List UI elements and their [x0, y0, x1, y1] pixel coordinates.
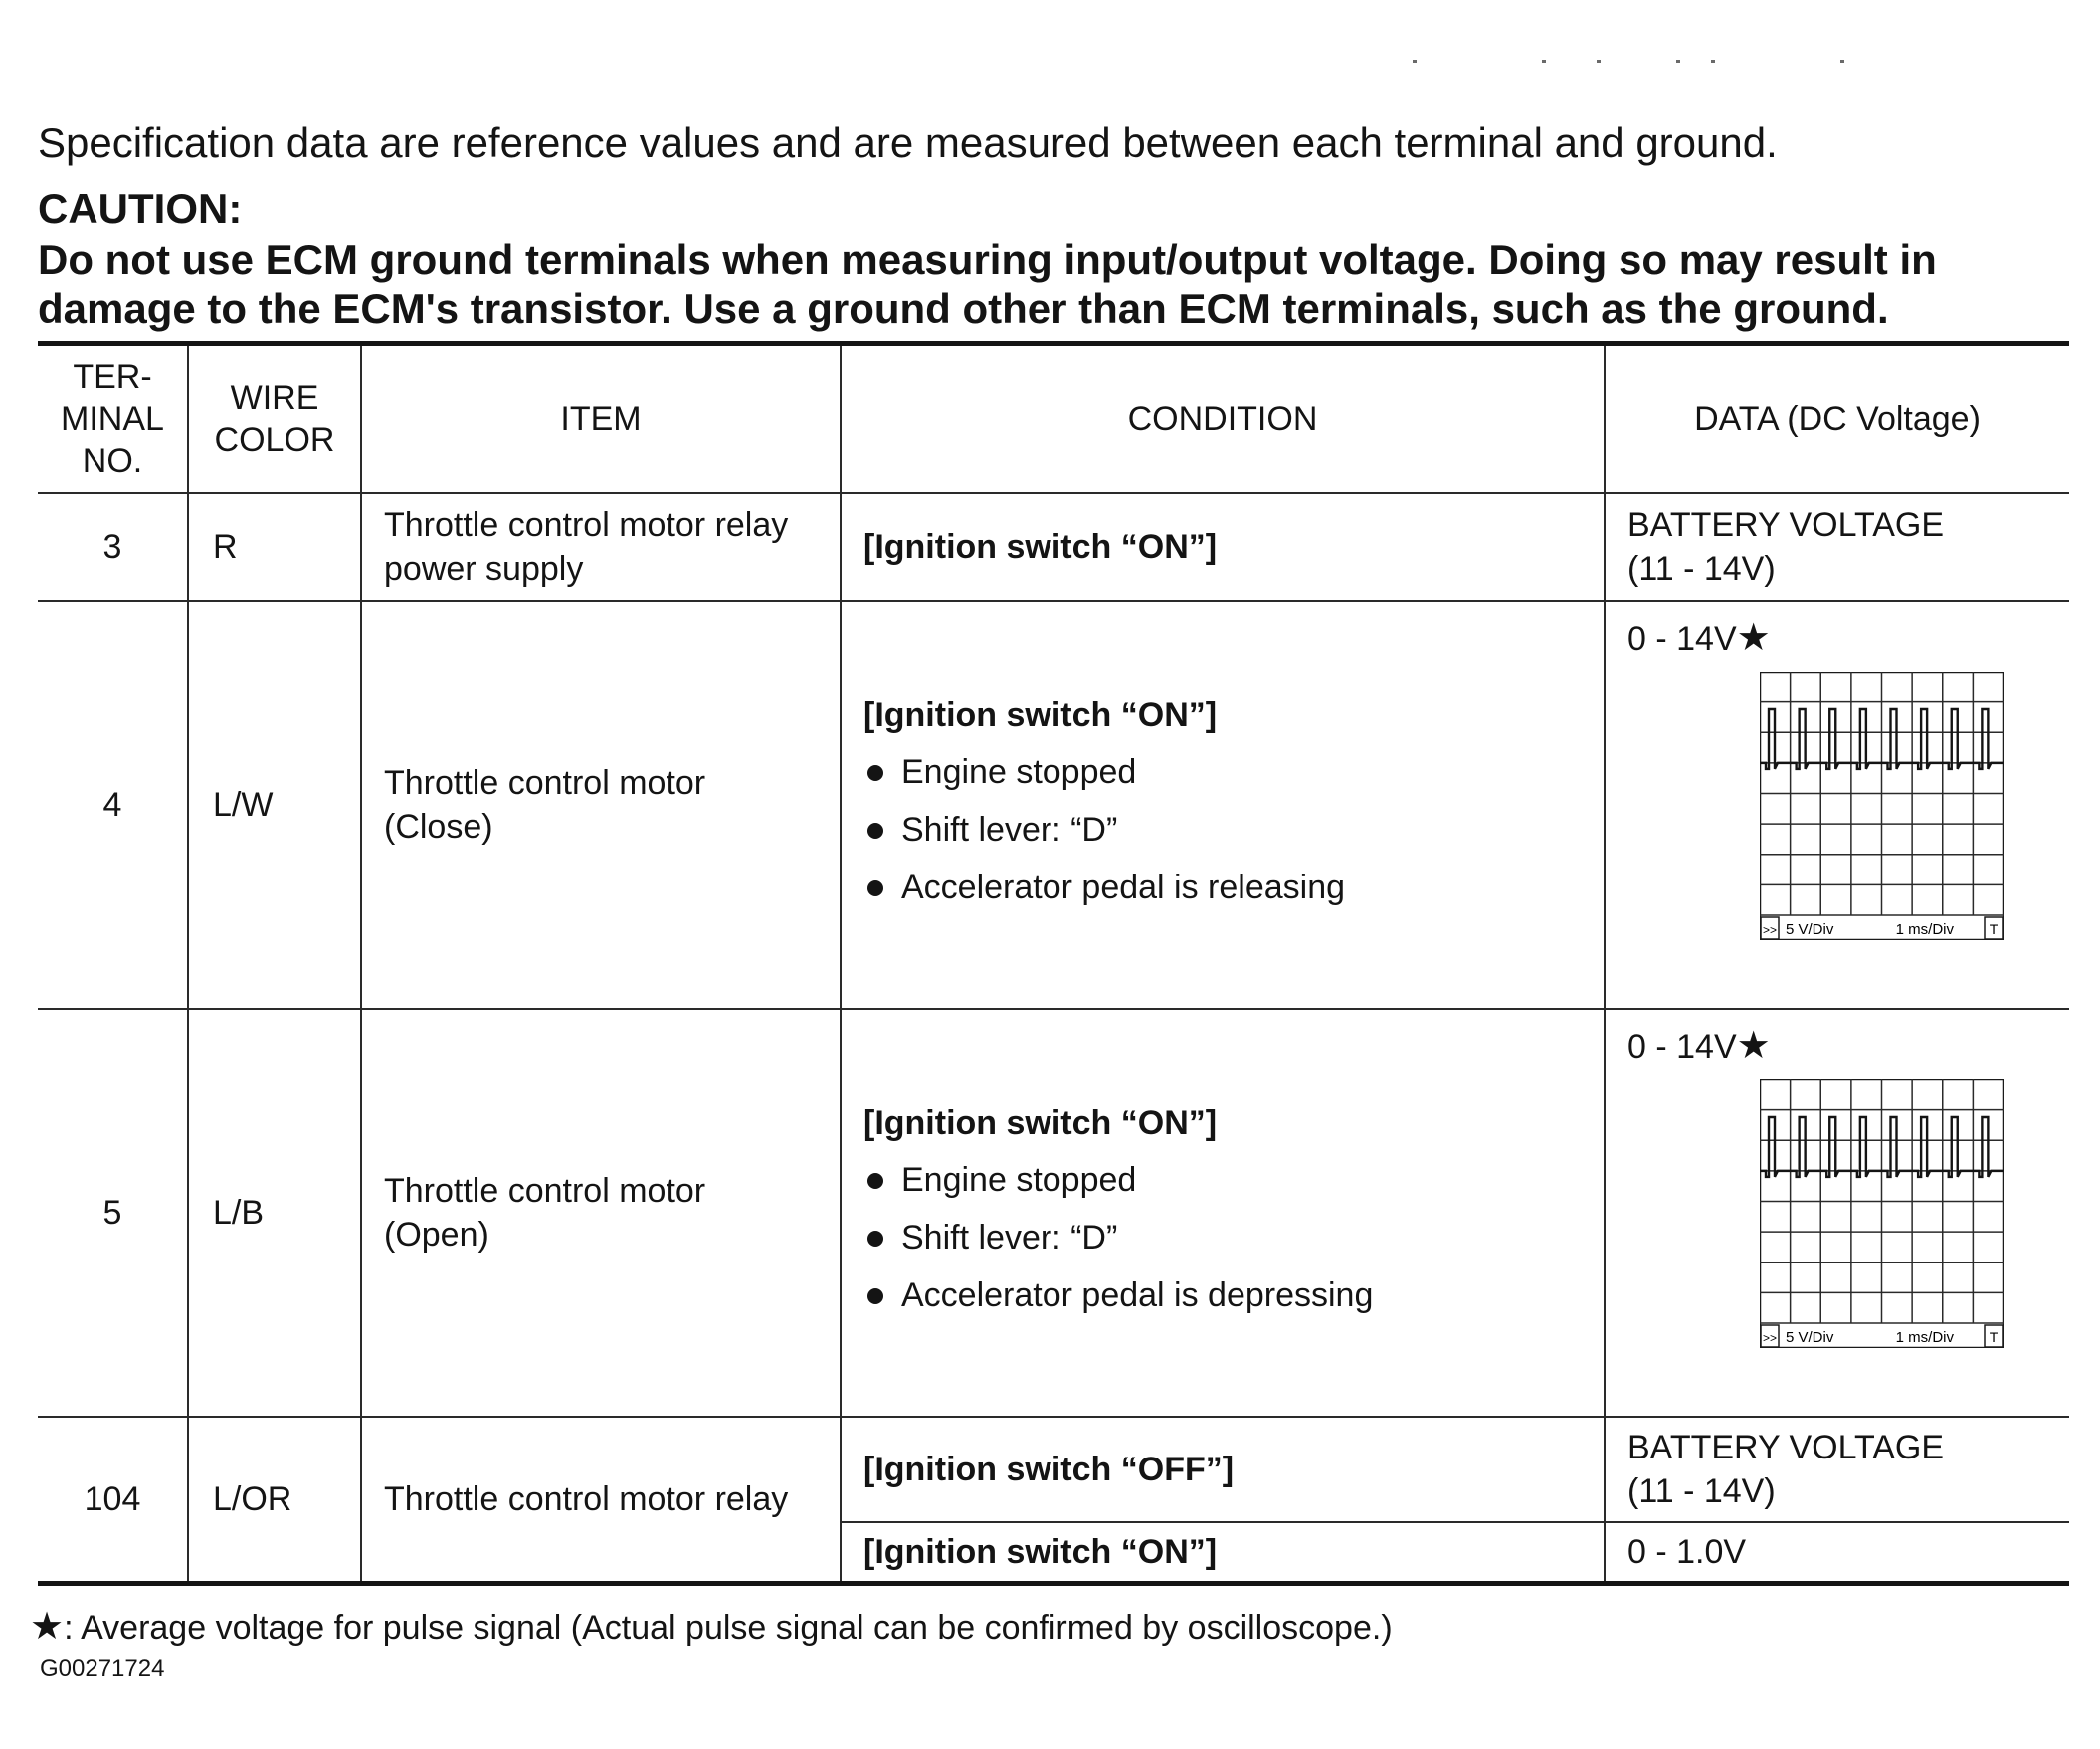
condition-bullet: Engine stopped: [863, 1151, 1582, 1209]
terminal-no: 4: [38, 601, 188, 1009]
star-icon: ★: [1736, 616, 1771, 659]
data-cell: BATTERY VOLTAGE (11 - 14V): [1605, 1417, 2069, 1522]
data-cell: 0 - 1.0V: [1605, 1522, 2069, 1584]
item-cell: Throttle control motor relay power supply: [361, 493, 841, 601]
data-cell: [1605, 1009, 2069, 1417]
scope-time-label: 1 ms/Div: [1895, 1328, 1954, 1346]
condition-bullet: Accelerator pedal is releasing: [863, 859, 1582, 916]
table-row-terminal-104: [38, 1417, 2069, 1522]
star-icon: ★: [1736, 1024, 1771, 1067]
table-row-terminal-5: [38, 1009, 2069, 1417]
oscilloscope-waveform: [1760, 672, 2004, 940]
scope-marker-right: T: [1989, 920, 1999, 937]
oscilloscope-waveform: [1760, 1079, 2004, 1348]
scope-marker-right: T: [1989, 1328, 1999, 1345]
scope-marker-left: >>: [1762, 922, 1778, 937]
condition-bullet: Accelerator pedal is depressing: [863, 1266, 1582, 1324]
caution-title: CAUTION:: [38, 185, 243, 232]
condition-cell: [Ignition switch “ON”]: [841, 493, 1605, 601]
wire-color: R: [188, 493, 361, 601]
wire-color: L/B: [188, 1009, 361, 1417]
header-condition: CONDITION: [841, 344, 1605, 493]
terminal-no: 5: [38, 1009, 188, 1417]
scope-marker-left: >>: [1762, 1330, 1778, 1345]
condition-bullet: Engine stopped: [863, 743, 1582, 801]
data-value: 0 - 14V: [1627, 1027, 1737, 1066]
scope-volts-label: 5 V/Div: [1786, 1328, 1834, 1346]
intro-text: Specification data are reference values and are measured between each terminal and ground.: [38, 119, 1778, 166]
table-header-row: [38, 344, 2069, 493]
terminal-spec-table: [38, 341, 2069, 1586]
footnote: [30, 1604, 1393, 1649]
data-cell: [1605, 601, 2069, 1009]
condition-cell: [Ignition switch “ON”] Engine stopped Shift lever: “D” Accelerator pedal is depressing: [841, 1009, 1605, 1417]
wire-color: L/W: [188, 601, 361, 1009]
terminal-no: 104: [38, 1417, 188, 1584]
data-cell: BATTERY VOLTAGE (11 - 14V): [1605, 493, 2069, 601]
table-row-terminal-4: [38, 601, 2069, 1009]
header-item: ITEM: [361, 344, 841, 493]
item-cell: Throttle control motor relay: [361, 1417, 841, 1584]
footnote-text: : Average voltage for pulse signal (Actual pulse signal can be confirmed by oscilloscope.): [64, 1609, 1393, 1647]
figure-code: G00271724: [40, 1655, 165, 1682]
condition-cell: [Ignition switch “OFF”]: [841, 1417, 1605, 1522]
data-value: 0 - 14V: [1627, 619, 1737, 658]
header-data: DATA (DC Voltage): [1605, 344, 2069, 493]
star-icon: ★: [30, 1606, 65, 1648]
scope-time-label: 1 ms/Div: [1895, 920, 1954, 938]
table-row-terminal-3: [38, 493, 2069, 601]
header-terminal-no: TER- MINAL NO.: [38, 344, 188, 493]
caution-body: Do not use ECM ground terminals when measuring input/output voltage. Doing so may result in damage to the ECM's transistor. Use a ground other than ECM terminals, such as the ground.: [38, 236, 1937, 332]
terminal-no: 3: [38, 493, 188, 601]
condition-bullet: Shift lever: “D”: [863, 1209, 1582, 1266]
wire-color: L/OR: [188, 1417, 361, 1584]
item-cell: Throttle control motor (Close): [361, 601, 841, 1009]
item-cell: Throttle control motor (Open): [361, 1009, 841, 1417]
condition-cell: [Ignition switch “ON”]: [841, 1522, 1605, 1584]
condition-cell: [Ignition switch “ON”] Engine stopped Shift lever: “D” Accelerator pedal is releasing: [841, 601, 1605, 1009]
condition-bullet: Shift lever: “D”: [863, 801, 1582, 859]
header-wire-color: WIRE COLOR: [188, 344, 361, 493]
scope-volts-label: 5 V/Div: [1786, 920, 1834, 938]
scan-artifact-dots: [1413, 60, 1850, 74]
